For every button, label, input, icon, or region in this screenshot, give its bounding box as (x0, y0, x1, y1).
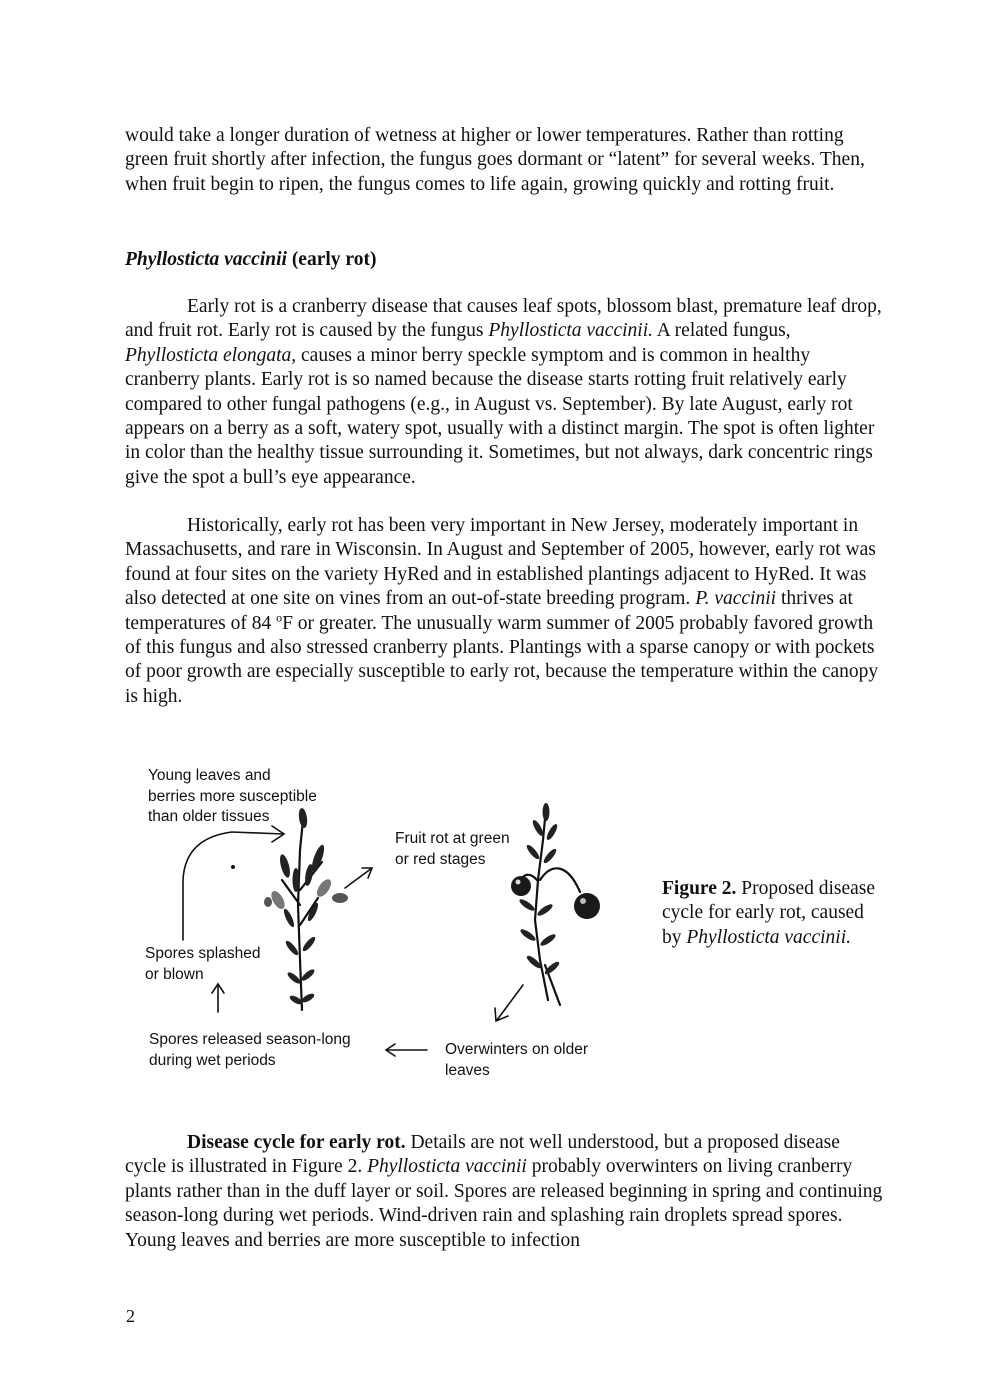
heading-rest: (early rot) (286, 249, 377, 270)
label-spores-splashed (145, 944, 260, 985)
p3-run-in-heading: Disease cycle for early rot. (187, 1132, 406, 1153)
caption-text: Proposed disease cycle for early rot, caused by (662, 878, 876, 948)
arrow-splash-to-young (183, 832, 283, 940)
label-young-line-3: than older tissues (148, 808, 270, 825)
label-fruit-rot (395, 829, 510, 870)
fruiting-upright-illustration (511, 803, 600, 1005)
berry-green (511, 876, 531, 896)
label-splash-line-1: Spores splashed (145, 945, 261, 962)
label-young-line-2: berries more susceptible (148, 787, 317, 805)
p2-text-c: thrives at temperatures of 84 (125, 588, 853, 634)
label-fruit-line-2: or red stages (395, 850, 486, 868)
p1-species-vaccinii: Phyllosticta vaccinii. (488, 320, 653, 342)
figure-caption (662, 877, 877, 950)
paragraph-disease-cycle (125, 1131, 885, 1253)
label-young-leaves (148, 766, 317, 828)
label-overwinters (445, 1040, 588, 1081)
label-overwinter-line-2: leaves (445, 1061, 490, 1079)
caption-species: Phyllosticta vaccinii. (686, 926, 851, 948)
label-splash-line-2: or blown (145, 965, 204, 983)
p2-species: P. vaccinii (695, 588, 777, 610)
heading-species: Phyllosticta vaccinii (125, 249, 287, 270)
label-release-line-2: during wet periods (149, 1051, 276, 1069)
arrow-to-overwinter (497, 985, 523, 1020)
label-release-line-1: Spores released season-long (149, 1031, 351, 1048)
p1-text-e: causes a minor berry speckle symptom and is common in healthy cranberry plants. Early rot is so named because the disease starts rotting fruit relatively early compared to other fungal pathogens (e.g., in August vs. September). By late August, early rot appears on a berry as a soft, watery spot, usually with a distinct margin. The spot is often lighter in color than the healthy tissue surrounding it. Sometimes, but not always, dark concentric rings give the spot a bull’s eye appearance. (125, 344, 875, 488)
label-spores-released (149, 1030, 351, 1071)
p2-text-a: Historically, early rot has been very important in New Jersey, moderately important in Massachusetts, and rare in Wisconsin. In August and September of 2005, however, early rot was found at four sites on the variety HyRed and in established plantings adjacent to HyRed. It was also detected at one site on vines from an out-of-state breeding program. (125, 515, 876, 610)
p1-species-elongata: Phyllosticta elongata, (125, 344, 297, 366)
label-overwinter-line-1: Overwinters on older (445, 1041, 589, 1058)
berry-red (574, 893, 600, 919)
p1-text-c: A related fungus, (653, 320, 791, 342)
p3-text-a: Details are not well understood, but a proposed disease cycle is illustrated in Figure 2. (125, 1132, 840, 1178)
paragraph-intro-continuation: would take a longer duration of wetness at higher or lower temperatures. Rather than rotting green fruit shortly after infection, the fungus goes dormant or “latent” for several weeks. Then, when fruit begin to ripen, the fungus comes to life again, growing quickly and rotting fruit. (125, 125, 865, 195)
page-number: 2 (126, 1306, 135, 1326)
degree-sign: o (276, 610, 283, 625)
p3-text-c: probably overwinters on living cranberry plants rather than in the duff layer or soil. Spores are released beginning in spring and continuing season-long during wet periods. Wind-driven rain and splashing rain droplets spread spores. Young leaves and berries are more susceptible to infection (125, 1156, 883, 1251)
label-young-line-1: Young leaves and (148, 767, 271, 784)
p2-text-d: F or greater. The unusually warm summer of 2005 probably favored growth of this fungus and also stressed cranberry plants. Plantings with a sparse canopy or with pockets of poor growth are especially susceptible to early rot, because the temperature within the canopy is high. (125, 612, 879, 707)
p3-species: Phyllosticta vaccinii (367, 1156, 527, 1178)
caption-figure-number: Figure 2. (662, 878, 737, 899)
p1-text-a: Early rot is a cranberry disease that causes leaf spots, blossom blast, premature leaf drop, and fruit rot. Early rot is caused by the fungus (125, 296, 882, 342)
label-fruit-line-1: Fruit rot at green (395, 830, 510, 847)
